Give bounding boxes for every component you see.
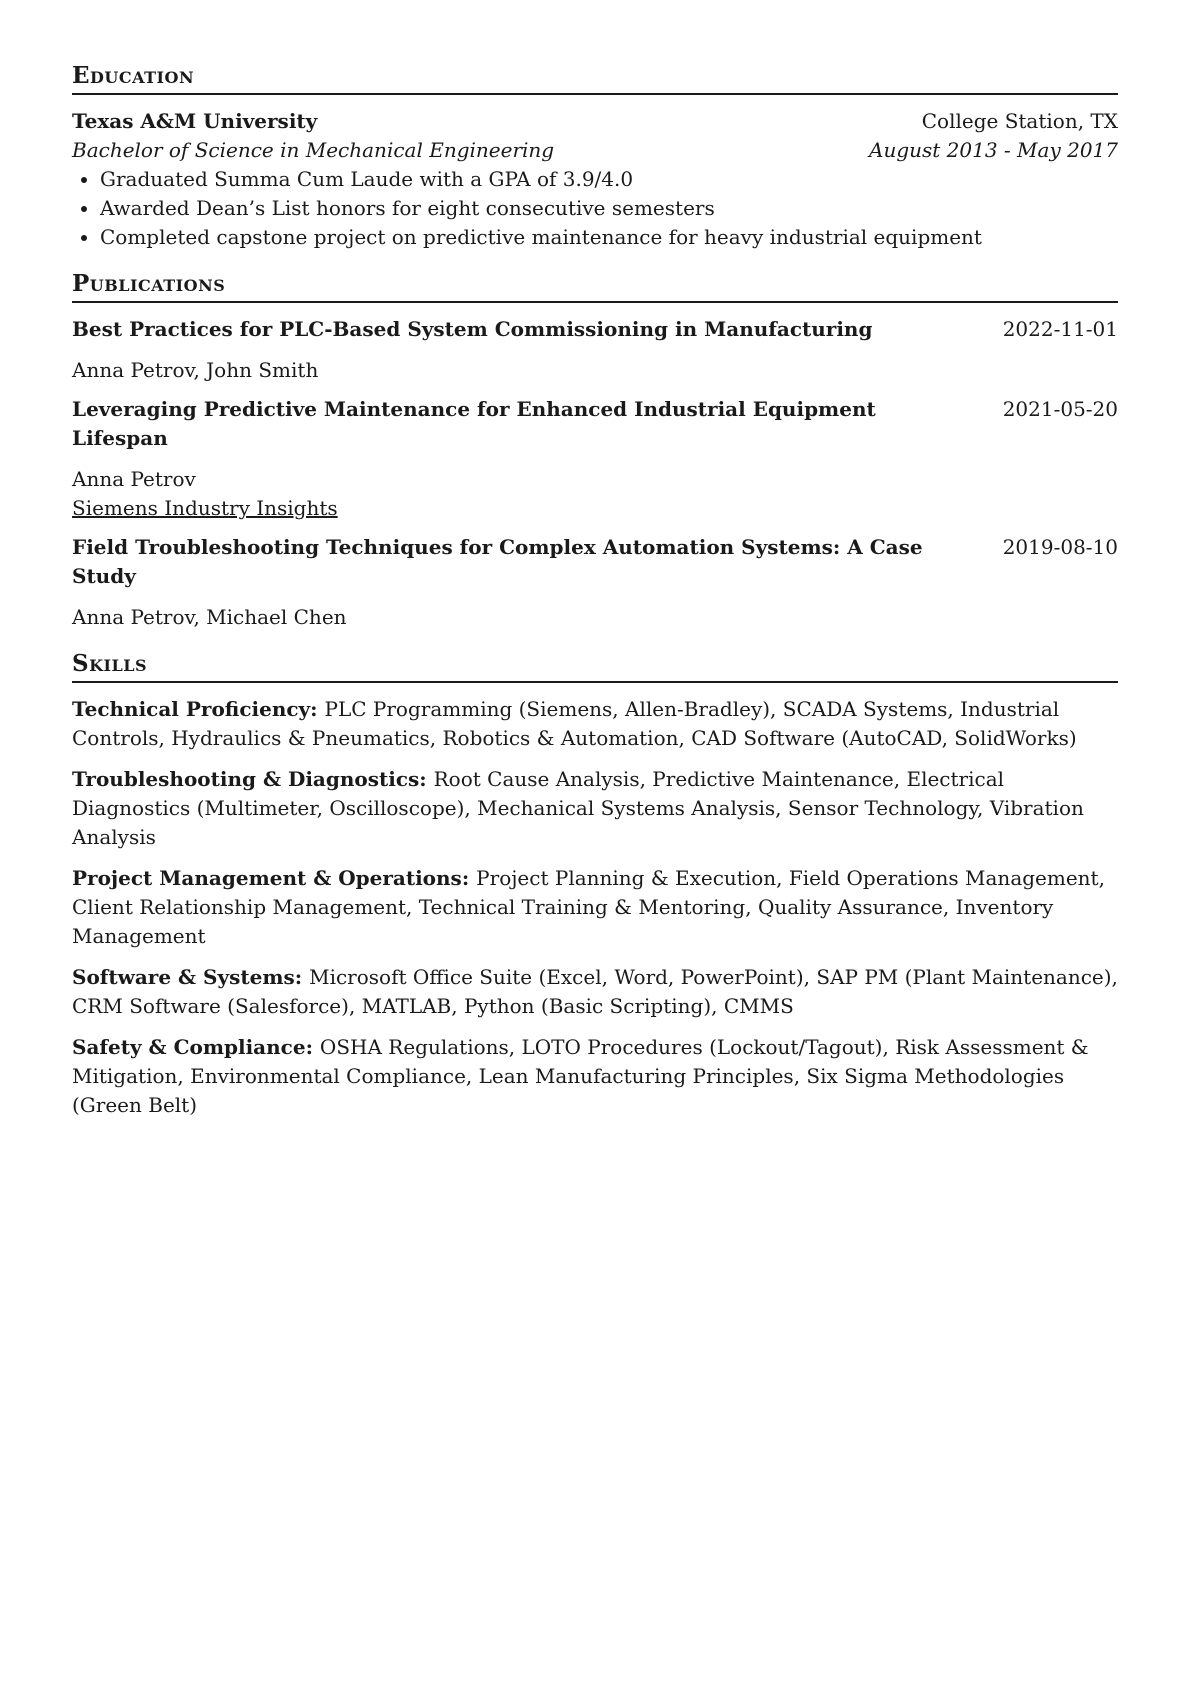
publication-title: Best Practices for PLC-Based System Commissioning in Manufacturing <box>72 317 873 341</box>
publications-section <box>72 270 1118 632</box>
education-degree-row <box>72 136 1118 165</box>
skill-item <box>72 695 1118 753</box>
skill-text: Root Cause Analysis, Predictive Maintenance, Electrical Diagnostics (Multimeter, Oscilloscope), Mechanical Systems Analysis, Sensor Technology, Vibration Analysis <box>72 767 1084 849</box>
skill-item <box>72 864 1118 951</box>
publication-title-row <box>72 533 1118 591</box>
school-name: Texas A&M University <box>72 109 318 133</box>
publication-authors: Anna Petrov <box>72 467 196 491</box>
skill-label: Software & Systems: <box>72 965 310 989</box>
education-dates: August 2013 - May 2017 <box>869 138 1118 162</box>
publication-item <box>72 533 1118 632</box>
skill-label: Project Management & Operations: <box>72 866 477 890</box>
degree-name: Bachelor of Science in Mechanical Engineering <box>72 138 555 162</box>
publication-title-row <box>72 315 1118 344</box>
skill-label: Troubleshooting & Diagnostics: <box>72 767 434 791</box>
publication-item <box>72 315 1118 385</box>
skill-label: Safety & Compliance: <box>72 1035 320 1059</box>
skill-text: Microsoft Office Suite (Excel, Word, PowerPoint), SAP PM (Plant Maintenance), CRM Software (Salesforce), MATLAB, Python (Basic Scripting), CMMS <box>72 965 1118 1018</box>
publication-date: 2021-05-20 <box>1002 397 1118 421</box>
skill-label: Technical Proficiency: <box>72 697 325 721</box>
skill-text: PLC Programming (Siemens, Allen-Bradley), SCADA Systems, Industrial Controls, Hydraulics & Pneumatics, Robotics & Automation, CAD Software (AutoCAD, SolidWorks) <box>72 697 1077 750</box>
publication-date: 2022-11-01 <box>1002 317 1118 341</box>
publication-date: 2019-08-10 <box>1002 535 1118 559</box>
publication-title: Leveraging Predictive Maintenance for Enhanced Industrial Equipment Lifespan <box>72 397 876 450</box>
education-bullet: • Graduated Summa Cum Laude with a GPA of 3.9/4.0 <box>100 165 1118 194</box>
skill-text: Project Planning & Execution, Field Operations Management, Client Relationship Management, Technical Training & Mentoring, Quality Assurance, Inventory Management <box>72 866 1105 948</box>
skill-text: OSHA Regulations, LOTO Procedures (Lockout/Tagout), Risk Assessment & Mitigation, Environmental Compliance, Lean Manufacturing Principles, Six Sigma Methodologies (Green Belt) <box>72 1035 1089 1117</box>
education-section <box>72 62 1118 252</box>
publication-title-row <box>72 395 1118 453</box>
publication-item <box>72 395 1118 523</box>
skills-heading: Skills <box>72 650 1118 683</box>
publications-heading: Publications <box>72 270 1118 303</box>
skill-item <box>72 963 1118 1021</box>
resume-page <box>72 62 1118 1138</box>
publication-authors: Anna Petrov, John Smith <box>72 358 319 382</box>
education-heading: Education <box>72 62 1118 95</box>
publication-venue-link[interactable]: Siemens Industry Insights <box>72 496 338 520</box>
education-bullets <box>72 165 1118 252</box>
education-bullet: • Completed capstone project on predictive maintenance for heavy industrial equipment <box>100 223 1118 252</box>
publication-title: Field Troubleshooting Techniques for Complex Automation Systems: A Case Study <box>72 535 923 588</box>
skill-item <box>72 1033 1118 1120</box>
school-location: College Station, TX <box>921 109 1118 133</box>
education-bullet: • Awarded Dean’s List honors for eight consecutive semesters <box>100 194 1118 223</box>
skills-section <box>72 650 1118 1120</box>
skill-item <box>72 765 1118 852</box>
publication-authors: Anna Petrov, Michael Chen <box>72 605 347 629</box>
education-school-row <box>72 107 1118 136</box>
